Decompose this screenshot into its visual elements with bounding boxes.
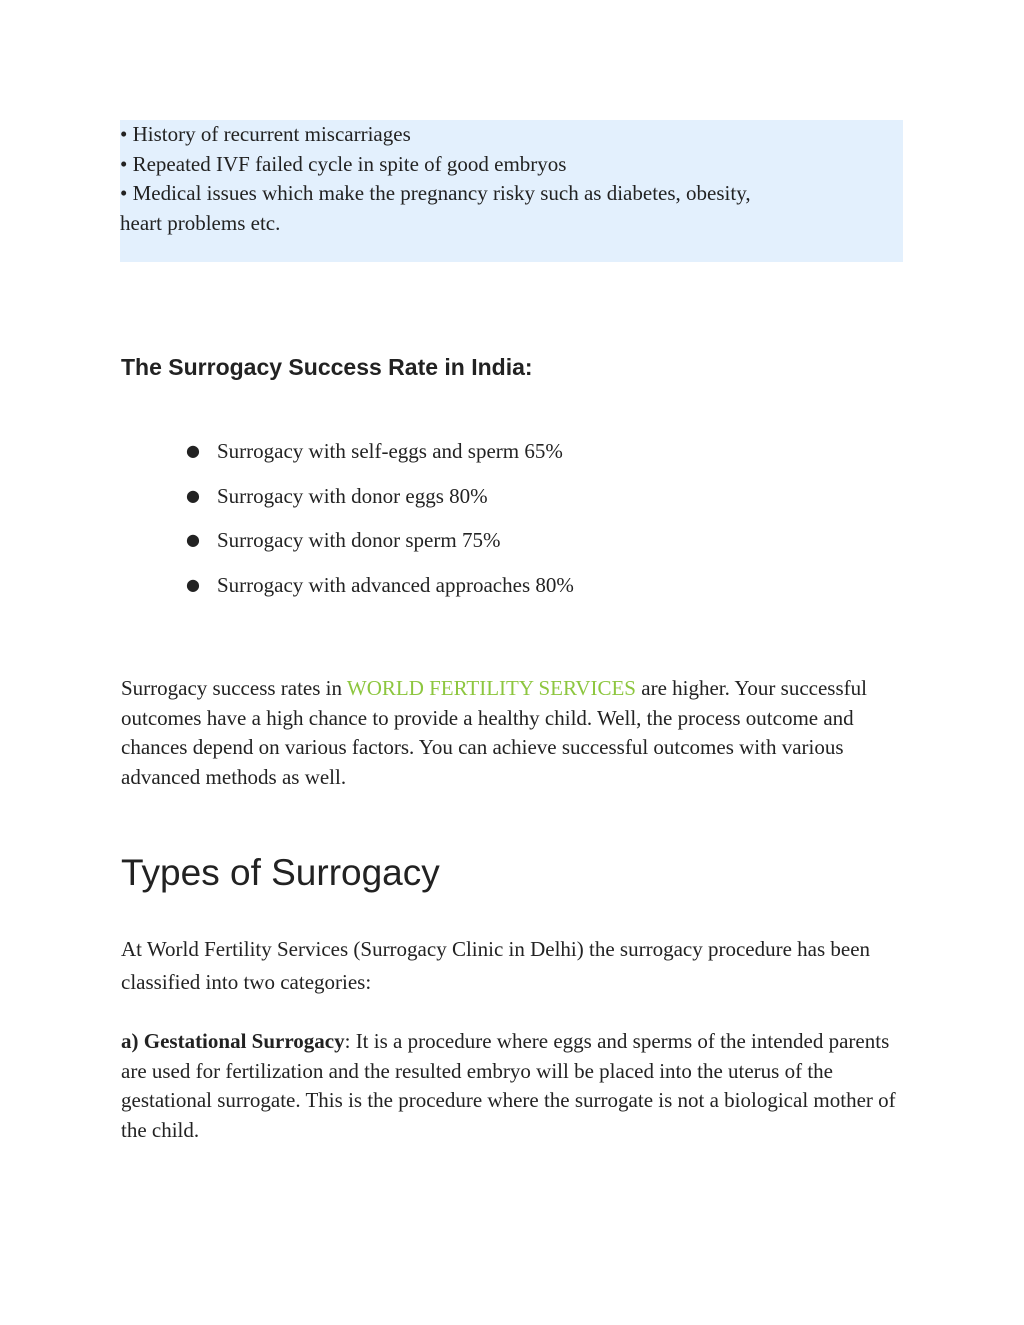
list-item-text: Surrogacy with advanced approaches 80%: [217, 572, 574, 597]
gestational-surrogacy-text: : It is a procedure where eggs and sperms of the intended parents are used for fertilization and the resulted embryo will be placed into the uterus of the gestational surrogate. This is the procedure where the surrogate is not a biological mother of the child.: [121, 1029, 896, 1142]
success-paragraph-prefix: Surrogacy success rates in: [121, 676, 347, 700]
list-item: [186, 570, 574, 615]
list-item-text: Surrogacy with donor sperm 75%: [217, 528, 501, 552]
gestational-surrogacy-paragraph: [121, 1027, 911, 1145]
callout-line-medical-issues-cont: heart problems etc.: [120, 210, 281, 235]
success-paragraph: [121, 674, 911, 792]
gestational-surrogacy-label: a) Gestational Surrogacy: [121, 1029, 345, 1053]
world-fertility-services-link[interactable]: WORLD FERTILITY SERVICES: [346, 676, 636, 700]
types-intro-paragraph: At World Fertility Services (Surrogacy Clinic in Delhi) the surrogacy procedure has been classified into two categories:: [121, 937, 871, 994]
list-item-text: Surrogacy with self-eggs and sperm 65%: [217, 439, 563, 463]
bullet-icon: ●: [186, 485, 200, 505]
list-item-text: Surrogacy with donor eggs 80%: [217, 483, 488, 508]
success-rate-list: [186, 436, 574, 614]
list-item: [186, 436, 574, 481]
bullet-icon: ●: [186, 530, 200, 549]
success-rate-heading: The Surrogacy Success Rate in India:: [121, 354, 533, 380]
callout-line-recurrent-miscarriages: • History of recurrent miscarriages: [120, 122, 411, 146]
types-of-surrogacy-heading: Types of Surrogacy: [121, 852, 440, 893]
highlight-callout-box: [120, 120, 903, 262]
list-item: [186, 525, 574, 570]
list-item: [186, 481, 574, 526]
callout-line-ivf-failed: • Repeated IVF failed cycle in spite of good embryos: [120, 151, 567, 176]
bullet-icon: ●: [186, 441, 200, 460]
callout-line-medical-issues: • Medical issues which make the pregnancy risky such as diabetes, obesity,: [120, 181, 751, 206]
bullet-icon: ●: [186, 574, 200, 594]
success-paragraph-suffix: are higher. Your successful outcomes have a high chance to provide a healthy child. Well, the process outcome and chances depend on various factors. You can achieve successful outcomes with various advanced methods as well.: [121, 676, 867, 789]
